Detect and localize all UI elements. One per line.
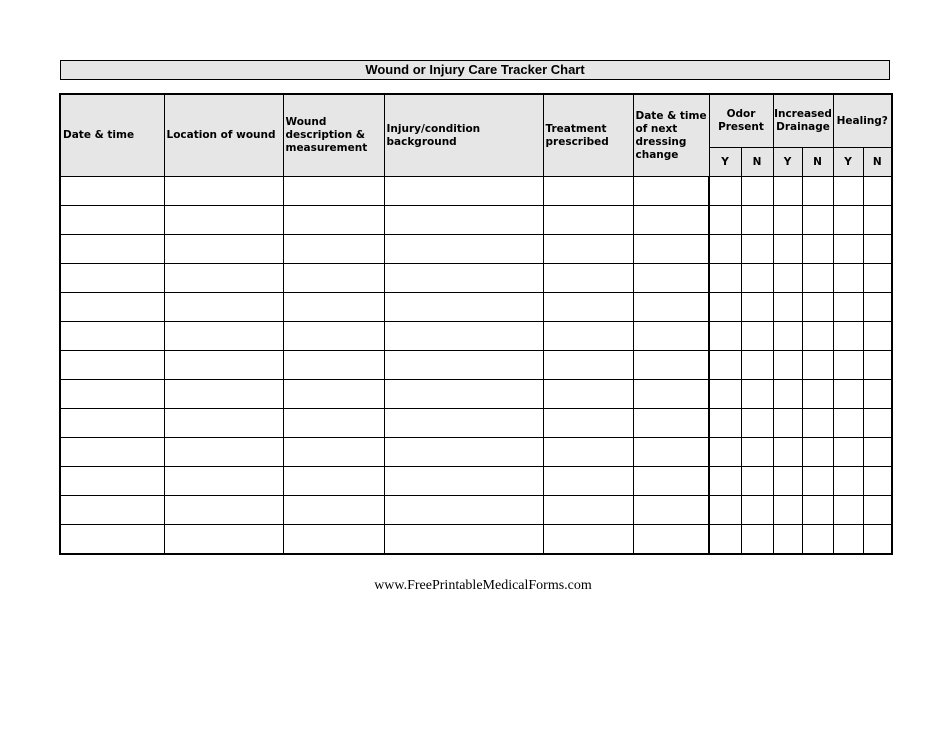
treatment-cell[interactable] (543, 322, 633, 351)
next-dressing-cell[interactable] (633, 322, 709, 351)
healing-yes-cell[interactable] (833, 380, 863, 409)
tracker-body (60, 177, 892, 555)
header-date-time: Date & time (60, 94, 164, 177)
drainage-no-cell[interactable] (802, 380, 833, 409)
drainage-no-cell[interactable] (802, 264, 833, 293)
odor-yes-cell[interactable] (709, 438, 741, 467)
next-dressing-cell[interactable] (633, 351, 709, 380)
description-cell[interactable] (283, 264, 384, 293)
background-cell[interactable] (384, 467, 543, 496)
odor-yes-cell[interactable] (709, 496, 741, 525)
healing-no-cell[interactable] (863, 525, 892, 555)
background-cell[interactable] (384, 409, 543, 438)
treatment-cell[interactable] (543, 206, 633, 235)
description-cell[interactable] (283, 380, 384, 409)
healing-no-cell[interactable] (863, 351, 892, 380)
description-cell[interactable] (283, 351, 384, 380)
date-time-cell[interactable] (60, 322, 164, 351)
drainage-yes-cell[interactable] (773, 235, 802, 264)
location-cell[interactable] (164, 525, 283, 555)
date-time-cell[interactable] (60, 409, 164, 438)
table-row (60, 496, 892, 525)
table-row (60, 206, 892, 235)
odor-yes-cell[interactable] (709, 264, 741, 293)
background-cell[interactable] (384, 235, 543, 264)
table-row (60, 525, 892, 555)
background-cell[interactable] (384, 322, 543, 351)
table-row (60, 380, 892, 409)
odor-no-cell[interactable] (741, 496, 773, 525)
drainage-yes-cell[interactable] (773, 293, 802, 322)
drainage-no-cell[interactable] (802, 322, 833, 351)
healing-yes-cell[interactable] (833, 206, 863, 235)
next-dressing-cell[interactable] (633, 293, 709, 322)
drainage-yes-header: Y (773, 148, 802, 177)
healing-yes-cell[interactable] (833, 409, 863, 438)
odor-yes-cell[interactable] (709, 467, 741, 496)
treatment-cell[interactable] (543, 293, 633, 322)
location-cell[interactable] (164, 322, 283, 351)
odor-yes-cell[interactable] (709, 206, 741, 235)
healing-no-cell[interactable] (863, 467, 892, 496)
treatment-cell[interactable] (543, 438, 633, 467)
next-dressing-cell[interactable] (633, 235, 709, 264)
healing-no-cell[interactable] (863, 177, 892, 206)
drainage-no-cell[interactable] (802, 235, 833, 264)
drainage-yes-cell[interactable] (773, 438, 802, 467)
drainage-yes-cell[interactable] (773, 496, 802, 525)
treatment-cell[interactable] (543, 525, 633, 555)
odor-no-cell[interactable] (741, 235, 773, 264)
treatment-cell[interactable] (543, 351, 633, 380)
drainage-yes-cell[interactable] (773, 380, 802, 409)
odor-yes-header: Y (709, 148, 741, 177)
drainage-no-header: N (802, 148, 833, 177)
header-background: Injury/condition background (384, 94, 543, 177)
healing-no-cell[interactable] (863, 293, 892, 322)
background-cell[interactable] (384, 293, 543, 322)
table-row (60, 351, 892, 380)
odor-yes-cell[interactable] (709, 322, 741, 351)
healing-yes-cell[interactable] (833, 496, 863, 525)
next-dressing-cell[interactable] (633, 177, 709, 206)
odor-no-cell[interactable] (741, 177, 773, 206)
description-cell[interactable] (283, 177, 384, 206)
tracker-table (59, 93, 893, 555)
healing-no-cell[interactable] (863, 264, 892, 293)
odor-no-header: N (741, 148, 773, 177)
background-cell[interactable] (384, 177, 543, 206)
date-time-cell[interactable] (60, 235, 164, 264)
date-time-cell[interactable] (60, 177, 164, 206)
healing-yes-header: Y (833, 148, 863, 177)
header-next-dressing: Date & time of next dressing change (633, 94, 709, 177)
odor-yes-cell[interactable] (709, 293, 741, 322)
description-cell[interactable] (283, 409, 384, 438)
location-cell[interactable] (164, 177, 283, 206)
background-cell[interactable] (384, 380, 543, 409)
healing-no-cell[interactable] (863, 438, 892, 467)
healing-yes-cell[interactable] (833, 467, 863, 496)
odor-no-cell[interactable] (741, 438, 773, 467)
odor-no-cell[interactable] (741, 264, 773, 293)
table-row (60, 322, 892, 351)
healing-no-cell[interactable] (863, 409, 892, 438)
healing-yes-cell[interactable] (833, 177, 863, 206)
healing-yes-cell[interactable] (833, 438, 863, 467)
drainage-yes-cell[interactable] (773, 264, 802, 293)
odor-no-cell[interactable] (741, 351, 773, 380)
odor-no-cell[interactable] (741, 322, 773, 351)
header-description: Wound description & measurement (283, 94, 384, 177)
drainage-no-cell[interactable] (802, 467, 833, 496)
odor-no-cell[interactable] (741, 293, 773, 322)
drainage-yes-cell[interactable] (773, 467, 802, 496)
odor-no-cell[interactable] (741, 409, 773, 438)
drainage-yes-cell[interactable] (773, 206, 802, 235)
odor-yes-cell[interactable] (709, 351, 741, 380)
header-location: Location of wound (164, 94, 283, 177)
header-odor: Odor Present (709, 94, 773, 148)
odor-no-cell[interactable] (741, 380, 773, 409)
date-time-cell[interactable] (60, 264, 164, 293)
next-dressing-cell[interactable] (633, 496, 709, 525)
drainage-no-cell[interactable] (802, 496, 833, 525)
header-drainage: Increased Drainage (773, 94, 833, 148)
drainage-yes-cell[interactable] (773, 351, 802, 380)
odor-no-cell[interactable] (741, 206, 773, 235)
drainage-no-cell[interactable] (802, 409, 833, 438)
healing-no-cell[interactable] (863, 380, 892, 409)
description-cell[interactable] (283, 293, 384, 322)
next-dressing-cell[interactable] (633, 264, 709, 293)
date-time-cell[interactable] (60, 525, 164, 555)
footer-url: www.FreePrintableMedicalForms.com (374, 578, 592, 593)
next-dressing-cell[interactable] (633, 438, 709, 467)
treatment-cell[interactable] (543, 380, 633, 409)
location-cell[interactable] (164, 467, 283, 496)
date-time-cell[interactable] (60, 496, 164, 525)
treatment-cell[interactable] (543, 496, 633, 525)
description-cell[interactable] (283, 322, 384, 351)
background-cell[interactable] (384, 206, 543, 235)
location-cell[interactable] (164, 293, 283, 322)
background-cell[interactable] (384, 351, 543, 380)
healing-no-cell[interactable] (863, 206, 892, 235)
description-cell[interactable] (283, 235, 384, 264)
treatment-cell[interactable] (543, 235, 633, 264)
next-dressing-cell[interactable] (633, 467, 709, 496)
treatment-cell[interactable] (543, 264, 633, 293)
date-time-cell[interactable] (60, 293, 164, 322)
location-cell[interactable] (164, 438, 283, 467)
description-cell[interactable] (283, 467, 384, 496)
healing-yes-cell[interactable] (833, 293, 863, 322)
healing-no-header: N (863, 148, 892, 177)
header-healing: Healing? (833, 94, 892, 148)
drainage-yes-cell[interactable] (773, 525, 802, 555)
healing-no-cell[interactable] (863, 496, 892, 525)
drainage-yes-cell[interactable] (773, 409, 802, 438)
table-row (60, 438, 892, 467)
location-cell[interactable] (164, 496, 283, 525)
odor-no-cell[interactable] (741, 467, 773, 496)
table-row (60, 177, 892, 206)
healing-no-cell[interactable] (863, 235, 892, 264)
location-cell[interactable] (164, 409, 283, 438)
drainage-no-cell[interactable] (802, 438, 833, 467)
date-time-cell[interactable] (60, 467, 164, 496)
table-row (60, 409, 892, 438)
date-time-cell[interactable] (60, 351, 164, 380)
next-dressing-cell[interactable] (633, 409, 709, 438)
odor-no-cell[interactable] (741, 525, 773, 555)
location-cell[interactable] (164, 264, 283, 293)
drainage-yes-cell[interactable] (773, 177, 802, 206)
next-dressing-cell[interactable] (633, 206, 709, 235)
odor-yes-cell[interactable] (709, 409, 741, 438)
healing-yes-cell[interactable] (833, 235, 863, 264)
treatment-cell[interactable] (543, 177, 633, 206)
odor-yes-cell[interactable] (709, 380, 741, 409)
healing-yes-cell[interactable] (833, 264, 863, 293)
background-cell[interactable] (384, 264, 543, 293)
drainage-yes-cell[interactable] (773, 322, 802, 351)
treatment-cell[interactable] (543, 467, 633, 496)
form-title: Wound or Injury Care Tracker Chart (60, 60, 890, 80)
location-cell[interactable] (164, 235, 283, 264)
date-time-cell[interactable] (60, 380, 164, 409)
drainage-no-cell[interactable] (802, 293, 833, 322)
next-dressing-cell[interactable] (633, 525, 709, 555)
odor-yes-cell[interactable] (709, 235, 741, 264)
background-cell[interactable] (384, 438, 543, 467)
healing-yes-cell[interactable] (833, 322, 863, 351)
location-cell[interactable] (164, 380, 283, 409)
date-time-cell[interactable] (60, 438, 164, 467)
description-cell[interactable] (283, 438, 384, 467)
treatment-cell[interactable] (543, 409, 633, 438)
next-dressing-cell[interactable] (633, 380, 709, 409)
description-cell[interactable] (283, 206, 384, 235)
date-time-cell[interactable] (60, 206, 164, 235)
healing-yes-cell[interactable] (833, 525, 863, 555)
healing-yes-cell[interactable] (833, 351, 863, 380)
drainage-no-cell[interactable] (802, 206, 833, 235)
table-row (60, 467, 892, 496)
drainage-no-cell[interactable] (802, 525, 833, 555)
description-cell[interactable] (283, 496, 384, 525)
table-row (60, 264, 892, 293)
location-cell[interactable] (164, 206, 283, 235)
healing-no-cell[interactable] (863, 322, 892, 351)
odor-yes-cell[interactable] (709, 525, 741, 555)
location-cell[interactable] (164, 351, 283, 380)
table-row (60, 293, 892, 322)
header-treatment: Treatment prescribed (543, 94, 633, 177)
background-cell[interactable] (384, 525, 543, 555)
odor-yes-cell[interactable] (709, 177, 741, 206)
table-row (60, 235, 892, 264)
description-cell[interactable] (283, 525, 384, 555)
background-cell[interactable] (384, 496, 543, 525)
drainage-no-cell[interactable] (802, 351, 833, 380)
drainage-no-cell[interactable] (802, 177, 833, 206)
